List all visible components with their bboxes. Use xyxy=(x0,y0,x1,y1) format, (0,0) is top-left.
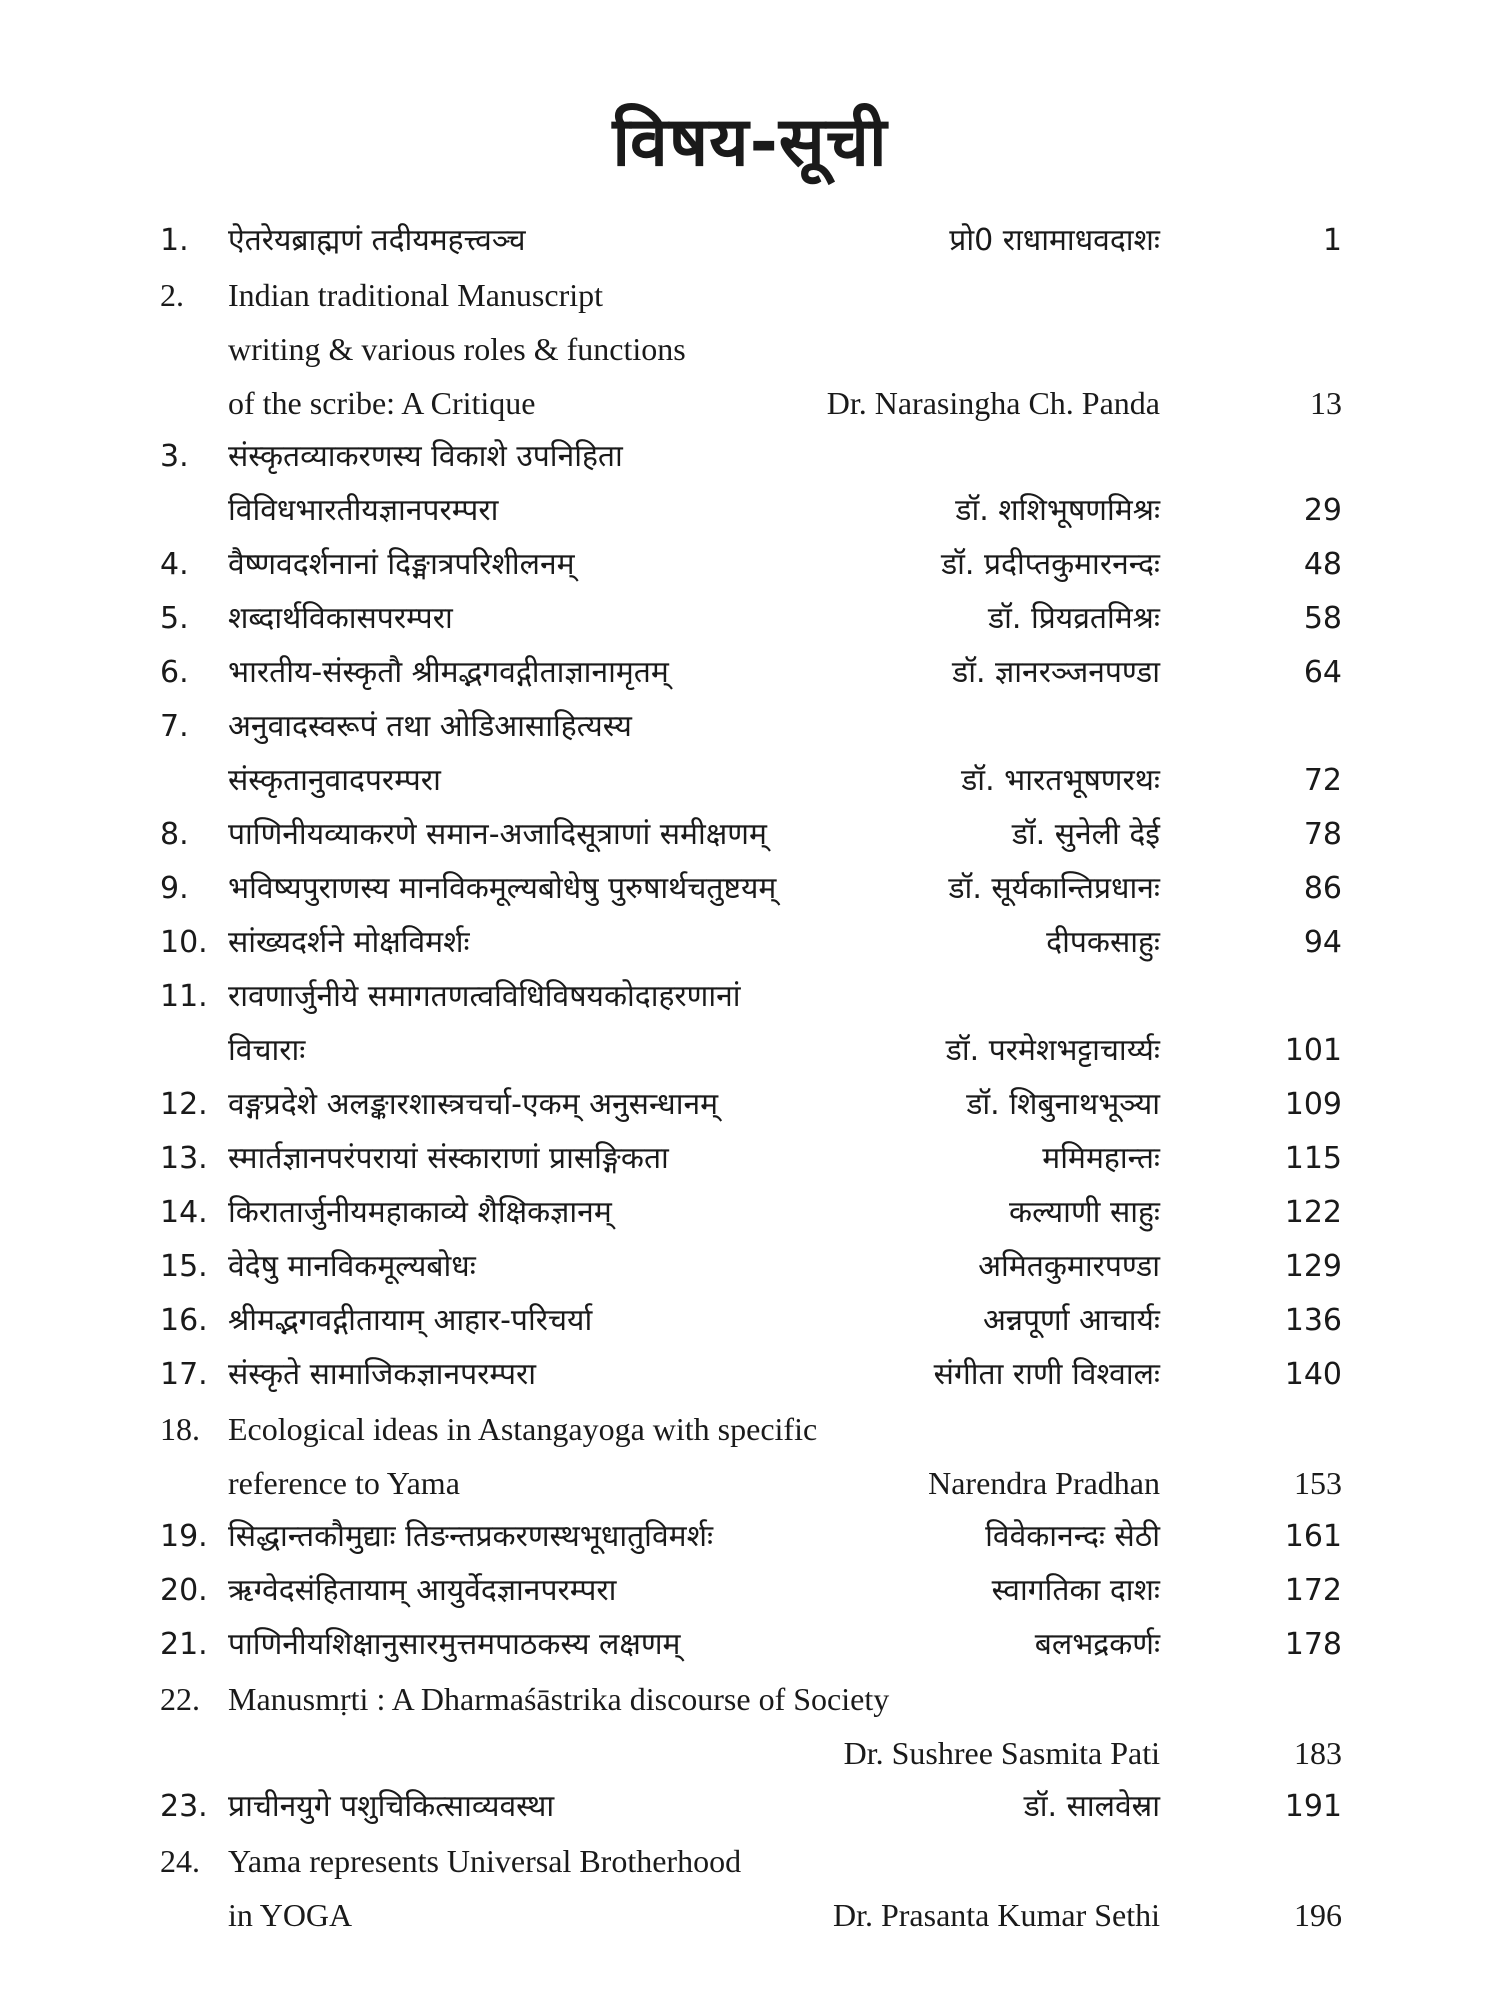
entry-title: विचाराः xyxy=(228,1033,306,1068)
entry-title: सांख्यदर्शने मोक्षविमर्शः xyxy=(228,925,470,960)
entry-number: 20. xyxy=(160,1573,208,1608)
entry-author: संगीता राणी विश्वालः xyxy=(933,1357,1160,1392)
entry-author: बलभद्रकर्णः xyxy=(1034,1627,1160,1662)
entry-page-number: 64 xyxy=(1303,655,1342,690)
entry-page-number: 140 xyxy=(1284,1357,1342,1392)
toc-entry-line xyxy=(0,970,1500,1024)
entry-author: डॉ. ज्ञानरञ्जनपण्डा xyxy=(952,655,1160,690)
entry-title: in YOGA xyxy=(228,1897,353,1933)
toc-entry-line xyxy=(0,268,1500,322)
toc-entry-line xyxy=(0,1078,1500,1132)
entry-number: 15. xyxy=(160,1249,208,1284)
entry-number: 19. xyxy=(160,1519,208,1554)
entry-author: अन्नपूर्णा आचार्यः xyxy=(983,1303,1160,1338)
entry-page-number: 29 xyxy=(1303,493,1342,528)
entry-title: of the scribe: A Critique xyxy=(228,385,536,421)
entry-title: reference to Yama xyxy=(228,1465,460,1501)
toc-entry-line xyxy=(0,1618,1500,1672)
entry-page-number: 58 xyxy=(1303,601,1342,636)
toc-entry-line xyxy=(0,700,1500,754)
entry-title: Yama represents Universal Brotherhood xyxy=(228,1843,742,1879)
entry-title: संस्कृतानुवादपरम्परा xyxy=(228,763,441,798)
toc-entry-line xyxy=(0,538,1500,592)
entry-number: 9. xyxy=(160,871,189,906)
entry-number: 2. xyxy=(160,277,184,313)
entry-number: 12. xyxy=(160,1087,208,1122)
entry-number: 5. xyxy=(160,601,189,636)
toc-entry-line xyxy=(0,1186,1500,1240)
entry-number: 14. xyxy=(160,1195,208,1230)
entry-title: श्रीमद्भगवद्गीतायाम् आहार-परिचर्या xyxy=(228,1303,593,1338)
entry-title: भविष्यपुराणस्य मानविकमूल्यबोधेषु पुरुषार्थचतुष्टयम् xyxy=(228,871,777,906)
entry-author: कल्याणी साहुः xyxy=(1009,1195,1160,1230)
entry-number: 13. xyxy=(160,1141,208,1176)
entry-page-number: 78 xyxy=(1303,817,1342,852)
entry-page-number: 122 xyxy=(1284,1195,1342,1230)
entry-author: डॉ. शशिभूषणमिश्रः xyxy=(955,493,1160,528)
entry-number: 10. xyxy=(160,925,208,960)
entry-author: अमितकुमारपण्डा xyxy=(978,1249,1160,1284)
entry-page-number: 86 xyxy=(1303,871,1342,906)
entry-number: 11. xyxy=(160,979,208,1014)
entry-number: 22. xyxy=(160,1681,200,1717)
toc-entry-line xyxy=(0,592,1500,646)
entry-page-number: 94 xyxy=(1303,925,1342,960)
entry-title: पाणिनीयव्याकरणे समान-अजादिसूत्राणां समीक्षणम् xyxy=(228,817,767,852)
entry-title: Indian traditional Manuscript xyxy=(228,277,604,313)
toc-entry-line xyxy=(0,376,1500,430)
entry-number: 23. xyxy=(160,1789,208,1824)
toc-entry-line xyxy=(0,1024,1500,1078)
toc-entry-line xyxy=(0,1402,1500,1456)
entry-number: 21. xyxy=(160,1627,208,1662)
entry-title: writing & various roles & functions xyxy=(228,331,686,367)
toc-entry-line xyxy=(0,1672,1500,1726)
entry-page-number: 115 xyxy=(1284,1141,1342,1176)
toc-entry-line xyxy=(0,1132,1500,1186)
toc-entry-line xyxy=(0,1348,1500,1402)
toc-entry-line xyxy=(0,1726,1500,1780)
toc-entry-line xyxy=(0,1780,1500,1834)
entry-page-number: 1 xyxy=(1322,223,1342,258)
entry-author: डॉ. सुनेली देई xyxy=(1011,817,1160,852)
entry-page-number: 13 xyxy=(1310,385,1342,421)
entry-page-number: 196 xyxy=(1294,1897,1342,1933)
toc-entry-line xyxy=(0,1510,1500,1564)
entry-title: Ecological ideas in Astangayoga with specific xyxy=(228,1411,818,1447)
entry-page-number: 191 xyxy=(1284,1789,1342,1824)
entry-author: Dr. Prasanta Kumar Sethi xyxy=(832,1897,1160,1933)
entry-author: डॉ. प्रियव्रतमिश्रः xyxy=(988,601,1160,636)
entry-title: वङ्गप्रदेशे अलङ्कारशास्त्रचर्चा-एकम् अनुसन्धानम् xyxy=(228,1087,719,1122)
entry-number: 6. xyxy=(160,655,189,690)
entry-title: ऋग्वेदसंहितायाम् आयुर्वेदज्ञानपरम्परा xyxy=(228,1573,617,1608)
entry-number: 8. xyxy=(160,817,189,852)
toc-entry-line xyxy=(0,1564,1500,1618)
entry-page-number: 161 xyxy=(1284,1519,1342,1554)
entry-title: पाणिनीयशिक्षानुसारमुत्तमपाठकस्य लक्षणम् xyxy=(228,1627,681,1662)
entry-title: शब्दार्थविकासपरम्परा xyxy=(228,601,453,636)
entry-title: वैष्णवदर्शनानां दिङ्मात्रपरिशीलनम् xyxy=(228,547,575,582)
entry-author: डॉ. सालवेस्रा xyxy=(1023,1789,1160,1824)
entry-title: ऐतरेयब्राह्मणं तदीयमहत्त्वञ्च xyxy=(228,223,526,258)
entry-number: 3. xyxy=(160,439,189,474)
toc-entry-line xyxy=(0,1834,1500,1888)
entry-author: प्रो0 राधामाधवदाशः xyxy=(949,223,1160,258)
toc-entry-line xyxy=(0,646,1500,700)
page-title: विषय-सूची xyxy=(612,103,888,182)
entry-title: रावणार्जुनीये समागतणत्वविधिविषयकोदाहरणानां xyxy=(228,979,741,1014)
entry-page-number: 153 xyxy=(1294,1465,1342,1501)
entry-page-number: 129 xyxy=(1284,1249,1342,1284)
toc-entry-line xyxy=(0,1888,1500,1942)
entry-author: दीपकसाहुः xyxy=(1046,925,1160,960)
toc-entry-line xyxy=(0,862,1500,916)
entry-author: डॉ. सूर्यकान्तिप्रधानः xyxy=(948,871,1160,906)
entry-number: 17. xyxy=(160,1357,208,1392)
entry-number: 7. xyxy=(160,709,189,744)
entry-author: ममिमहान्तः xyxy=(1042,1141,1160,1176)
entry-title: संस्कृते सामाजिकज्ञानपरम्परा xyxy=(228,1357,537,1392)
entry-title: संस्कृतव्याकरणस्य विकाशे उपनिहिता xyxy=(228,439,623,474)
entry-author: डॉ. भारतभूषणरथः xyxy=(961,763,1160,798)
entry-title: किरातार्जुनीयमहाकाव्ये शैक्षिकज्ञानम् xyxy=(228,1195,612,1230)
toc-entry-line xyxy=(0,214,1500,268)
entry-number: 4. xyxy=(160,547,189,582)
toc-entry-line xyxy=(0,1456,1500,1510)
entry-number: 24. xyxy=(160,1843,200,1879)
table-of-contents xyxy=(0,214,1500,1942)
entry-number: 18. xyxy=(160,1411,200,1447)
entry-page-number: 172 xyxy=(1284,1573,1342,1608)
entry-title: विविधभारतीयज्ञानपरम्परा xyxy=(228,493,499,528)
entry-author: Dr. Narasingha Ch. Panda xyxy=(826,385,1160,421)
toc-entry-line xyxy=(0,1294,1500,1348)
entry-author: डॉ. शिबुनाथभूञ्या xyxy=(966,1087,1160,1122)
toc-entry-line xyxy=(0,430,1500,484)
entry-number: 16. xyxy=(160,1303,208,1338)
entry-title: अनुवादस्वरूपं तथा ओडिआसाहित्यस्य xyxy=(228,709,632,744)
toc-entry-line xyxy=(0,916,1500,970)
entry-title: सिद्धान्तकौमुद्याः तिङन्तप्रकरणस्थभूधातुविमर्शः xyxy=(228,1519,714,1554)
entry-author: डॉ. परमेशभट्टाचार्य्यः xyxy=(945,1033,1160,1068)
entry-page-number: 109 xyxy=(1284,1087,1342,1122)
entry-author: विवेकानन्दः सेठी xyxy=(985,1519,1160,1554)
toc-entry-line xyxy=(0,484,1500,538)
entry-page-number: 48 xyxy=(1303,547,1342,582)
entry-page-number: 183 xyxy=(1294,1735,1342,1771)
entry-title: Manusmṛti : A Dharmaśāstrika discourse of Society xyxy=(228,1681,890,1717)
entry-title: स्मार्तज्ञानपरंपरायां संस्काराणां प्रासङ्गिकता xyxy=(228,1141,669,1176)
entry-page-number: 101 xyxy=(1284,1033,1342,1068)
entry-title: भारतीय-संस्कृतौ श्रीमद्भगवद्गीताज्ञानामृतम् xyxy=(228,655,669,690)
entry-page-number: 72 xyxy=(1303,763,1342,798)
entry-author: स्वागतिका दाशः xyxy=(991,1573,1160,1608)
entry-page-number: 136 xyxy=(1284,1303,1342,1338)
toc-entry-line xyxy=(0,322,1500,376)
entry-author: Narendra Pradhan xyxy=(928,1465,1160,1501)
entry-title: प्राचीनयुगे पशुचिकित्साव्यवस्था xyxy=(228,1789,555,1824)
toc-entry-line xyxy=(0,1240,1500,1294)
toc-entry-line xyxy=(0,808,1500,862)
entry-title: वेदेषु मानविकमूल्यबोधः xyxy=(228,1249,476,1284)
entry-number: 1. xyxy=(160,223,189,258)
entry-author: Dr. Sushree Sasmita Pati xyxy=(843,1735,1160,1771)
toc-entry-line xyxy=(0,754,1500,808)
entry-page-number: 178 xyxy=(1284,1627,1342,1662)
entry-author: डॉ. प्रदीप्तकुमारनन्दः xyxy=(941,547,1160,582)
